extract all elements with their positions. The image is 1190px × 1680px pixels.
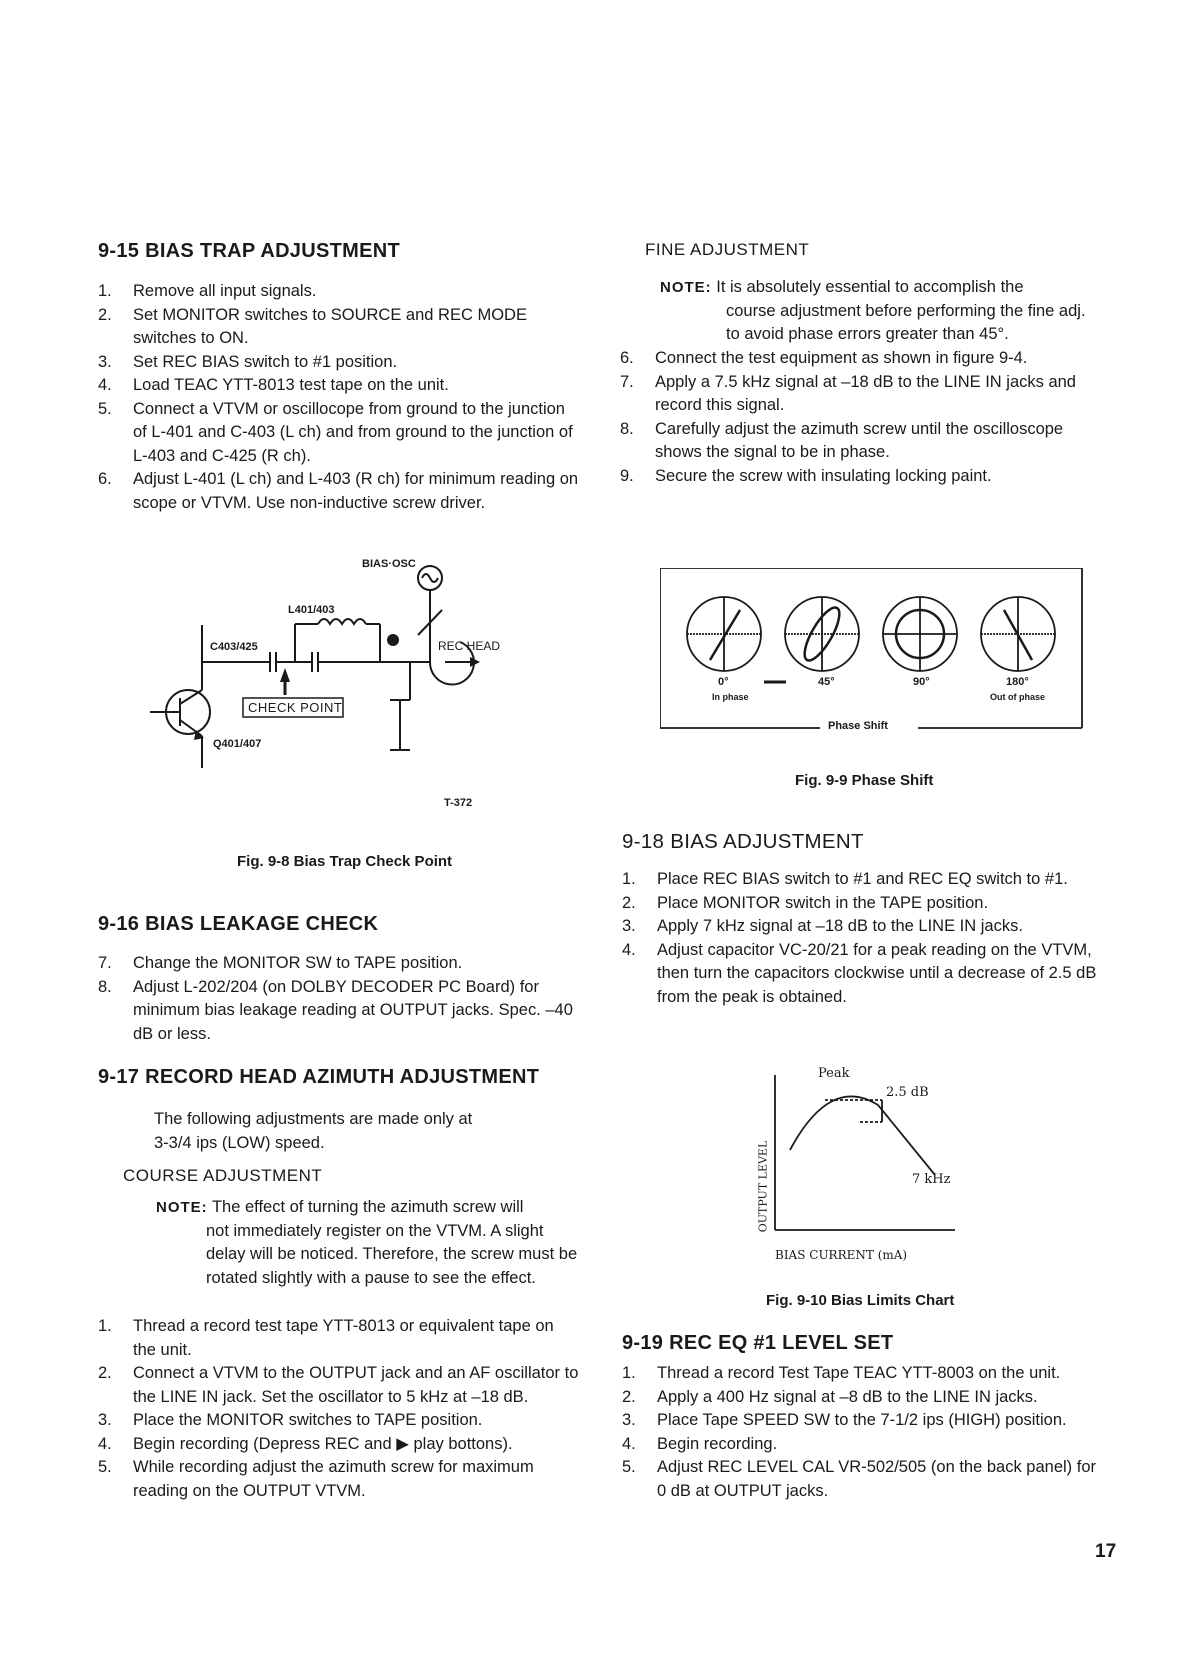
list-item	[98, 398, 581, 469]
note-rest: not immediately register on the VTVM. A slight delay will be noticed. Therefore, the screw must be rotated slightly with a pause to see the effect.	[206, 1221, 578, 1287]
step-text: Connect a VTVM to the OUTPUT jack and an AF oscillator to the LINE IN jack. Set the oscillator to 5 kHz at –18 dB.	[133, 1364, 579, 1406]
step-number: 2.	[622, 1387, 636, 1406]
deg-0-label: 0°	[718, 676, 729, 688]
bias-osc-label: BIAS·OSC	[362, 558, 416, 570]
step-text: Place MONITOR switch in the TAPE position.	[657, 893, 989, 912]
step-number: 3.	[622, 917, 636, 935]
khz-label: 7 kHz	[912, 1172, 951, 1187]
step-number: 3.	[622, 1411, 636, 1429]
step-text: Begin recording.	[657, 1434, 778, 1453]
section-9-17-steps	[98, 1315, 581, 1503]
step-number: 5.	[98, 1458, 112, 1476]
note-first-line: The effect of turning the azimuth screw will	[211, 1198, 524, 1216]
step-text: Adjust L-401 (L ch) and L-403 (R ch) for minimum reading on scope or VTVM. Use non-inductive screw driver.	[133, 470, 579, 512]
step-number: 8.	[620, 419, 634, 438]
step-text: Place Tape SPEED SW to the 7-1/2 ips (HIGH) position.	[657, 1411, 1067, 1429]
list-item	[620, 371, 1105, 418]
course-note	[156, 1196, 580, 1290]
phase-shift-diagram	[660, 568, 1084, 736]
step-text: Set REC BIAS switch to #1 position.	[133, 352, 398, 371]
l401-label: L401/403	[288, 604, 335, 616]
bias-limits-chart	[740, 1070, 970, 1240]
deg-45-label: 45°	[818, 676, 835, 688]
section-9-15-title: 9-15 BIAS TRAP ADJUSTMENT	[98, 240, 400, 262]
step-text: While recording adjust the azimuth screw for maximum reading on the OUTPUT VTVM.	[133, 1458, 534, 1500]
deg-90-label: 90°	[913, 676, 930, 688]
step-text: Place REC BIAS switch to #1 and REC EQ switch to #1.	[657, 870, 1068, 888]
fine-note	[660, 276, 1100, 347]
list-item	[98, 976, 581, 1047]
step-text: Place the MONITOR switches to TAPE position.	[133, 1411, 483, 1429]
step-number: 5.	[622, 1458, 636, 1476]
list-item	[620, 418, 1105, 465]
section-9-16-title: 9-16 BIAS LEAKAGE CHECK	[98, 913, 379, 935]
step-number: 4.	[622, 1434, 636, 1453]
list-item	[620, 347, 1105, 371]
list-item	[622, 1362, 1107, 1386]
step-text: Connect a VTVM or oscillocope from ground to the junction of L-401 and C-403 (L ch) and from ground to the junction of L-403 and C-425 (R ch).	[133, 399, 573, 465]
drawing-ref: T-372	[444, 797, 473, 809]
step-text: Connect the test equipment as shown in figure 9-4.	[655, 349, 1028, 367]
list-item	[622, 915, 1107, 939]
step-number: 9.	[620, 466, 634, 485]
note-first-line: It is absolutely essential to accomplish the	[716, 278, 1024, 296]
scope-180deg	[981, 597, 1055, 671]
section-9-15-steps	[98, 280, 581, 515]
step-text: Carefully adjust the azimuth screw until the oscilloscope shows the signal to be in phase.	[655, 419, 1064, 461]
section-9-18-title: 9-18 BIAS ADJUSTMENT	[622, 830, 864, 853]
fig-9-8-caption: Fig. 9-8 Bias Trap Check Point	[237, 853, 453, 870]
step-text: Change the MONITOR SW to TAPE position.	[133, 954, 463, 972]
step-number: 1.	[98, 1317, 112, 1335]
section-9-18-steps	[622, 868, 1107, 1009]
scope-0deg	[687, 597, 761, 671]
list-item	[622, 1456, 1107, 1503]
step-text: Apply 7 kHz signal at –18 dB to the LINE IN jacks.	[657, 917, 1023, 935]
step-number: 1.	[98, 282, 112, 300]
step-number: 1.	[622, 1364, 636, 1382]
section-9-17-intro	[154, 1108, 472, 1155]
step-number: 4.	[622, 940, 636, 959]
course-adjustment-heading: COURSE ADJUSTMENT	[123, 1166, 323, 1185]
list-item	[98, 952, 581, 976]
step-text: Adjust L-202/204 (on DOLBY DECODER PC Board) for minimum bias leakage reading at OUTPUT jacks. Spec. –40 dB or less.	[133, 977, 573, 1043]
note-label: NOTE:	[660, 279, 712, 296]
list-item	[622, 1386, 1107, 1410]
y-axis-label: OUTPUT LEVEL	[756, 1140, 770, 1233]
section-9-19-steps	[622, 1362, 1107, 1503]
step-number: 5.	[98, 399, 112, 418]
list-item	[622, 939, 1107, 1010]
step-number: 4.	[98, 376, 112, 394]
step-number: 4.	[98, 1434, 112, 1453]
list-item	[622, 1433, 1107, 1457]
list-item	[622, 868, 1107, 892]
step-number: 2.	[98, 1364, 112, 1382]
c403-label: C403/425	[210, 641, 258, 653]
fig-9-9-caption: Fig. 9-9 Phase Shift	[795, 772, 934, 789]
step-text: Adjust capacitor VC-20/21 for a peak reading on the VTVM, then turn the capacitors clockwise until a decrease of 2.5 dB from the peak is obtained.	[657, 940, 1097, 1006]
list-item	[98, 1409, 581, 1433]
list-item	[98, 1362, 581, 1409]
list-item	[98, 280, 581, 304]
note-label: NOTE:	[156, 1199, 208, 1216]
step-text: Secure the screw with insulating locking paint.	[655, 466, 992, 485]
list-item	[98, 374, 581, 398]
step-text: Thread a record Test Tape TEAC YTT-8003 on the unit.	[657, 1364, 1061, 1382]
peak-label: Peak	[818, 1066, 850, 1081]
list-item	[98, 1456, 581, 1503]
rec-head-label: REC HEAD	[438, 639, 501, 653]
step-number: 6.	[98, 470, 112, 488]
step-text: Apply a 7.5 kHz signal at –18 dB to the LINE IN jacks and record this signal.	[655, 372, 1076, 414]
step-number: 8.	[98, 977, 112, 996]
x-axis-label: BIAS CURRENT (mA)	[775, 1248, 908, 1262]
note-rest: course adjustment before performing the fine adj. to avoid phase errors greater than 45°.	[726, 301, 1086, 343]
fig-9-10-caption: Fig. 9-10 Bias Limits Chart	[766, 1292, 955, 1309]
phase-shift-label: Phase Shift	[828, 720, 888, 732]
section-9-19-title: 9-19 REC EQ #1 LEVEL SET	[622, 1332, 894, 1354]
step-number: 7.	[620, 372, 634, 391]
fine-adjustment-steps	[620, 347, 1105, 488]
page-number: 17	[1095, 1541, 1117, 1562]
list-item	[98, 304, 581, 351]
q401-label: Q401/407	[213, 738, 262, 750]
step-number: 3.	[98, 1411, 112, 1429]
step-text: Begin recording (Depress REC and ▶ play bottons).	[133, 1434, 513, 1453]
step-text: Apply a 400 Hz signal at –8 dB to the LINE IN jacks.	[657, 1387, 1038, 1406]
step-number: 1.	[622, 870, 636, 888]
list-item	[98, 1315, 581, 1362]
list-item	[622, 1409, 1107, 1433]
bias-trap-schematic	[140, 550, 530, 810]
list-item	[98, 351, 581, 375]
step-text: Adjust REC LEVEL CAL VR-502/505 (on the back panel) for 0 dB at OUTPUT jacks.	[657, 1458, 1097, 1500]
list-item	[620, 465, 1105, 489]
list-item	[98, 468, 581, 515]
step-text: Thread a record test tape YTT-8013 or equivalent tape on the unit.	[133, 1317, 554, 1359]
step-text: Set MONITOR switches to SOURCE and REC MODE switches to ON.	[133, 305, 527, 347]
list-item	[622, 892, 1107, 916]
db-label: 2.5 dB	[886, 1085, 929, 1100]
step-number: 6.	[620, 349, 634, 367]
intro-line-1: The following adjustments are made only at	[154, 1110, 473, 1128]
step-text: Remove all input signals.	[133, 282, 317, 300]
step-number: 3.	[98, 352, 112, 371]
out-of-phase-label: Out of phase	[990, 692, 1046, 702]
deg-180-label: 180°	[1006, 676, 1029, 688]
step-number: 2.	[98, 305, 112, 324]
scope-45deg	[785, 597, 859, 671]
intro-line-2: 3-3/4 ips (LOW) speed.	[154, 1133, 325, 1152]
in-phase-label: In phase	[712, 692, 749, 702]
check-point-label: CHECK POINT	[248, 700, 343, 715]
bias-curve	[790, 1096, 935, 1175]
scope-90deg	[883, 597, 957, 671]
step-number: 7.	[98, 954, 112, 972]
step-text: Load TEAC YTT-8013 test tape on the unit.	[133, 376, 449, 394]
section-9-17-title: 9-17 RECORD HEAD AZIMUTH ADJUSTMENT	[98, 1066, 540, 1088]
section-9-16-steps	[98, 952, 581, 1046]
fine-adjustment-heading: FINE ADJUSTMENT	[645, 240, 810, 259]
list-item	[98, 1433, 581, 1457]
step-number: 2.	[622, 893, 636, 912]
